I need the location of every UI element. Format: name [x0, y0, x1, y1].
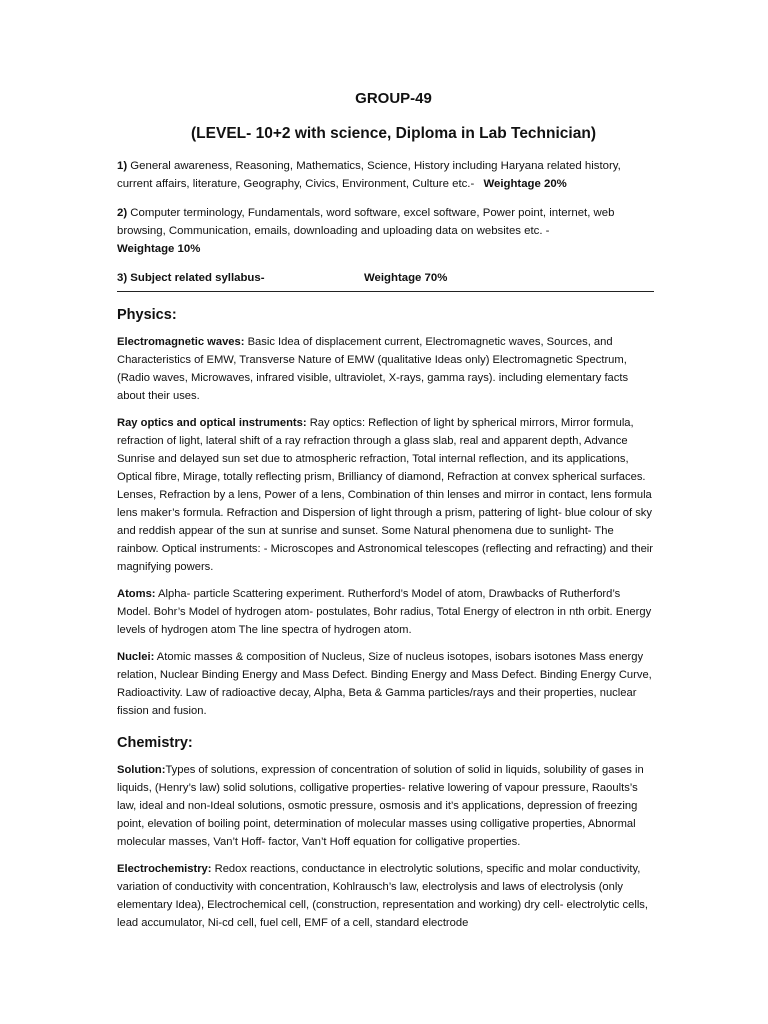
chemistry-heading: Chemistry:	[117, 735, 193, 751]
section-title: Atoms:	[117, 588, 156, 600]
document-content	[117, 90, 654, 932]
document-title: GROUP-49	[355, 90, 432, 107]
section-text: Basic Idea of displacement current, Electromagnetic waves, Sources, and Characteristics of EMW, Transverse Nature of EMW (qualitative Ideas only) Electromagnetic Spectrum, (Radio waves, Microwaves, infrared visible, ultraviolet, X-rays, gamma rays). including elementary facts about their uses.	[117, 336, 629, 402]
section-title: Solution:	[117, 764, 166, 776]
physics-section-ray-optics	[117, 414, 654, 576]
chemistry-section-electrochemistry	[117, 860, 654, 932]
item-text: General awareness, Reasoning, Mathematics, Science, History including Haryana related history, current affairs, literature, Geography, Civics, Environment, Culture etc.-	[117, 160, 621, 190]
section-title: Nuclei:	[117, 651, 155, 663]
syllabus-item-1	[117, 157, 654, 193]
chemistry-section-solution	[117, 761, 654, 851]
item-number: 1)	[117, 160, 128, 172]
syllabus-item-2	[117, 204, 654, 258]
section-title: Electromagnetic waves:	[117, 336, 245, 348]
physics-section-nuclei	[117, 648, 654, 720]
physics-section-atoms	[117, 585, 654, 639]
item-weightage: Weightage 70%	[364, 272, 448, 284]
section-text: Redox reactions, conductance in electrolytic solutions, specific and molar conductivity, variation of conductivity with concentration, Kohlrausch’s law, electrolysis and laws of electrolysis (only elementary Idea), Electrochemical cell, (construction, representation and working) dry cell- electrolytic cells, lead accumulator, Ni-cd cell, fuel cell, EMF of a cell, standard electrode	[117, 863, 649, 929]
item-weightage: Weightage 20%	[483, 178, 567, 190]
section-title: Electrochemistry:	[117, 863, 212, 875]
item-number: 2)	[117, 207, 128, 219]
section-text: Ray optics: Reflection of light by spherical mirrors, Mirror formula, refraction of light, lateral shift of a ray refraction through a glass slab, real and apparent depth, Advance Sunrise and delayed sun set due to atmospheric refraction, Total internal reflection, and its applications, Optical fibre, Mirage, totally reflecting prism, Brilliancy of diamond, Refraction at convex spherical surfaces. Lenses, Refraction by a lens, Power of a lens, Combination of thin lenses and mirror in contact, lens formula lens maker’s formula. Refraction and Dispersion of light through a prism, pattering of light- blue colour of sky and reddish appear of the sun at sunrise and sunset. Some Natural phenomena due to sunlight- The rainbow. Optical instruments: - Microscopes and Astronomical telescopes (reflecting and refracting) and their magnifying powers.	[117, 417, 654, 573]
item-text: Computer terminology, Fundamentals, word software, excel software, Power point, internet, web browsing, Communication, emails, downloading and uploading data on websites etc. -	[117, 207, 615, 237]
section-text: Types of solutions, expression of concentration of solution of solid in liquids, solubility of gases in liquids, (Henry’s law) solid solutions, colligative properties- relative lowering of vapour pressure, Raoults’s law, ideal and non-Ideal solutions, osmotic pressure, osmosis and it’s applications, depression of freezing point, elevation of boiling point, determination of molecular masses using colligative properties, Abnormal molecular masses, Van’t Hoff- factor, Van’t Hoff equation for colligative properties.	[117, 764, 644, 848]
physics-heading: Physics:	[117, 307, 177, 323]
document-subtitle: (LEVEL- 10+2 with science, Diploma in Lab Technician)	[191, 125, 596, 142]
item-weightage: Weightage 10%	[117, 243, 201, 255]
section-text: Alpha- particle Scattering experiment. Rutherford’s Model of atom, Drawbacks of Rutherford’s Model. Bohr’s Model of hydrogen atom- postulates, Bohr radius, Total Energy of electron in nth orbit. Energy levels of hydrogen atom The line spectra of hydrogen atom.	[117, 588, 652, 636]
syllabus-item-3	[117, 269, 654, 292]
item-label: 3) Subject related syllabus-	[117, 272, 265, 284]
section-title: Ray optics and optical instruments:	[117, 417, 307, 429]
physics-section-electromagnetic-waves	[117, 333, 654, 405]
section-text: Atomic masses & composition of Nucleus, Size of nucleus isotopes, isobars isotones Mass energy relation, Nuclear Binding Energy and Mass Defect. Binding Energy and Mass Defect. Binding Energy Curve, Radioactivity. Law of radioactive decay, Alpha, Beta & Gamma particles/rays and their properties, nuclear fission and fusion.	[117, 651, 652, 717]
